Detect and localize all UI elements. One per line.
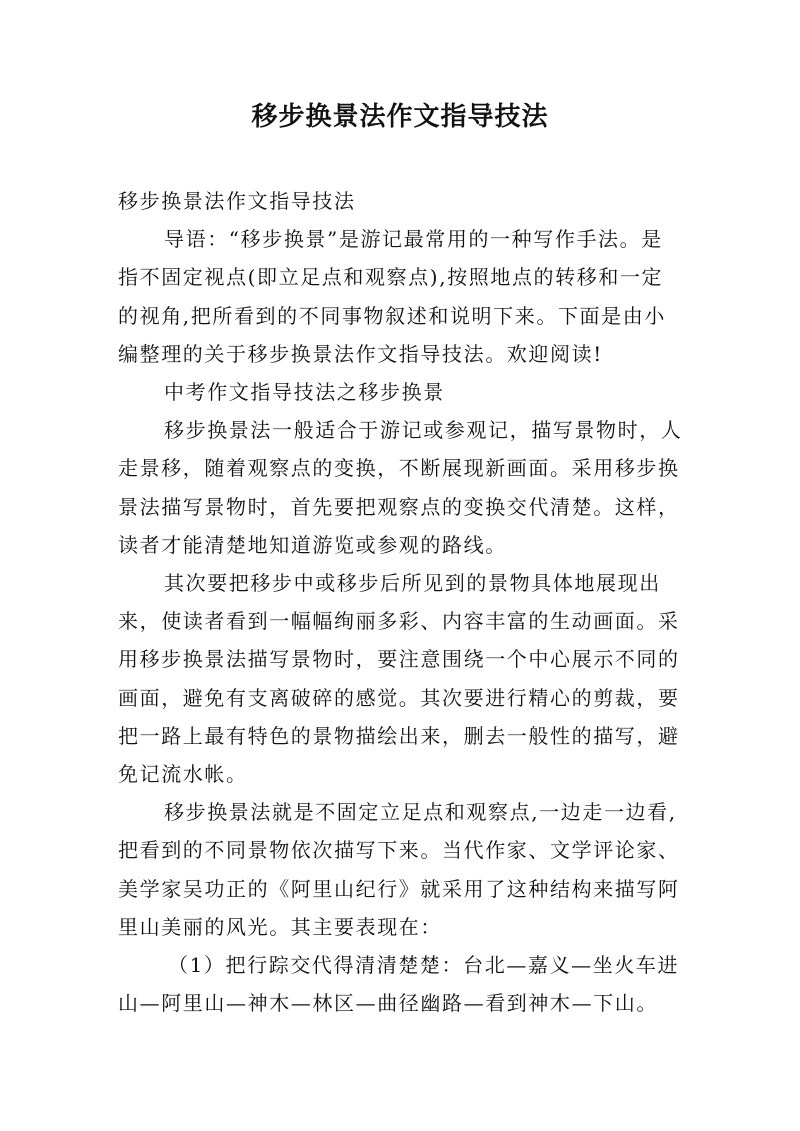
text-line: 走景移，随着观察点的变换，不断展现新画面。采用移步换 — [118, 456, 680, 481]
subtitle-line: 移步换景法作文指导技法 — [118, 189, 356, 213]
list-item-line: （1）把行踪交代得清清楚楚：台北—嘉义—坐火车进 — [168, 953, 680, 978]
text-line: 其次要把移步中或移步后所见到的景物具体地展现出 — [164, 571, 661, 596]
text-line: 的视角,把所看到的不同事物叙述和说明下来。下面是由小 — [118, 303, 666, 328]
text-line: 里山美丽的风光。其主要表现在： — [118, 914, 442, 939]
text-line: 把看到的不同景物依次描写下来。当代作家、文学评论家、 — [118, 838, 680, 863]
text-line: 来，使读者看到一幅幅绚丽多彩、内容丰富的生动画面。采 — [118, 609, 680, 634]
text-line: 景法描写景物时，首先要把观察点的变换交代清楚。这样， — [118, 494, 680, 519]
text-line: 编整理的关于移步换景法作文指导技法。欢迎阅读! — [118, 341, 603, 366]
text-line: 山—阿里山—神木—林区—曲径幽路—看到神木—下山。 — [118, 991, 658, 1016]
text-line: 把一路上最有特色的景物描绘出来，删去一般性的描写，避 — [118, 723, 680, 748]
document-title: 移步换景法作文指导技法 — [251, 102, 549, 132]
document-body — [118, 182, 694, 1022]
text-line: 画面，避免有支离破碎的感觉。其次要进行精心的剪裁，要 — [118, 685, 680, 710]
text-line: 移步换景法一般适合于游记或参观记，描写景物时，人 — [164, 418, 683, 443]
text-line: 读者才能清楚地知道游览或参观的路线。 — [118, 532, 507, 557]
text-line: 导语：“移步换景”是游记最常用的一种写作手法。是 — [164, 227, 663, 252]
section-heading: 中考作文指导技法之移步换景 — [164, 380, 445, 405]
text-line: 美学家吴功正的《阿里山纪行》就采用了这种结构来描写阿 — [118, 876, 680, 901]
text-line: 移步换景法就是不固定立足点和观察点,一边走一边看, — [164, 800, 677, 825]
text-line: 指不固定视点(即立足点和观察点),按照地点的转移和一定 — [118, 265, 664, 290]
text-line: 用移步换景法描写景物时，要注意围绕一个中心展示不同的 — [118, 647, 680, 672]
text-line: 免记流水帐。 — [118, 762, 248, 787]
